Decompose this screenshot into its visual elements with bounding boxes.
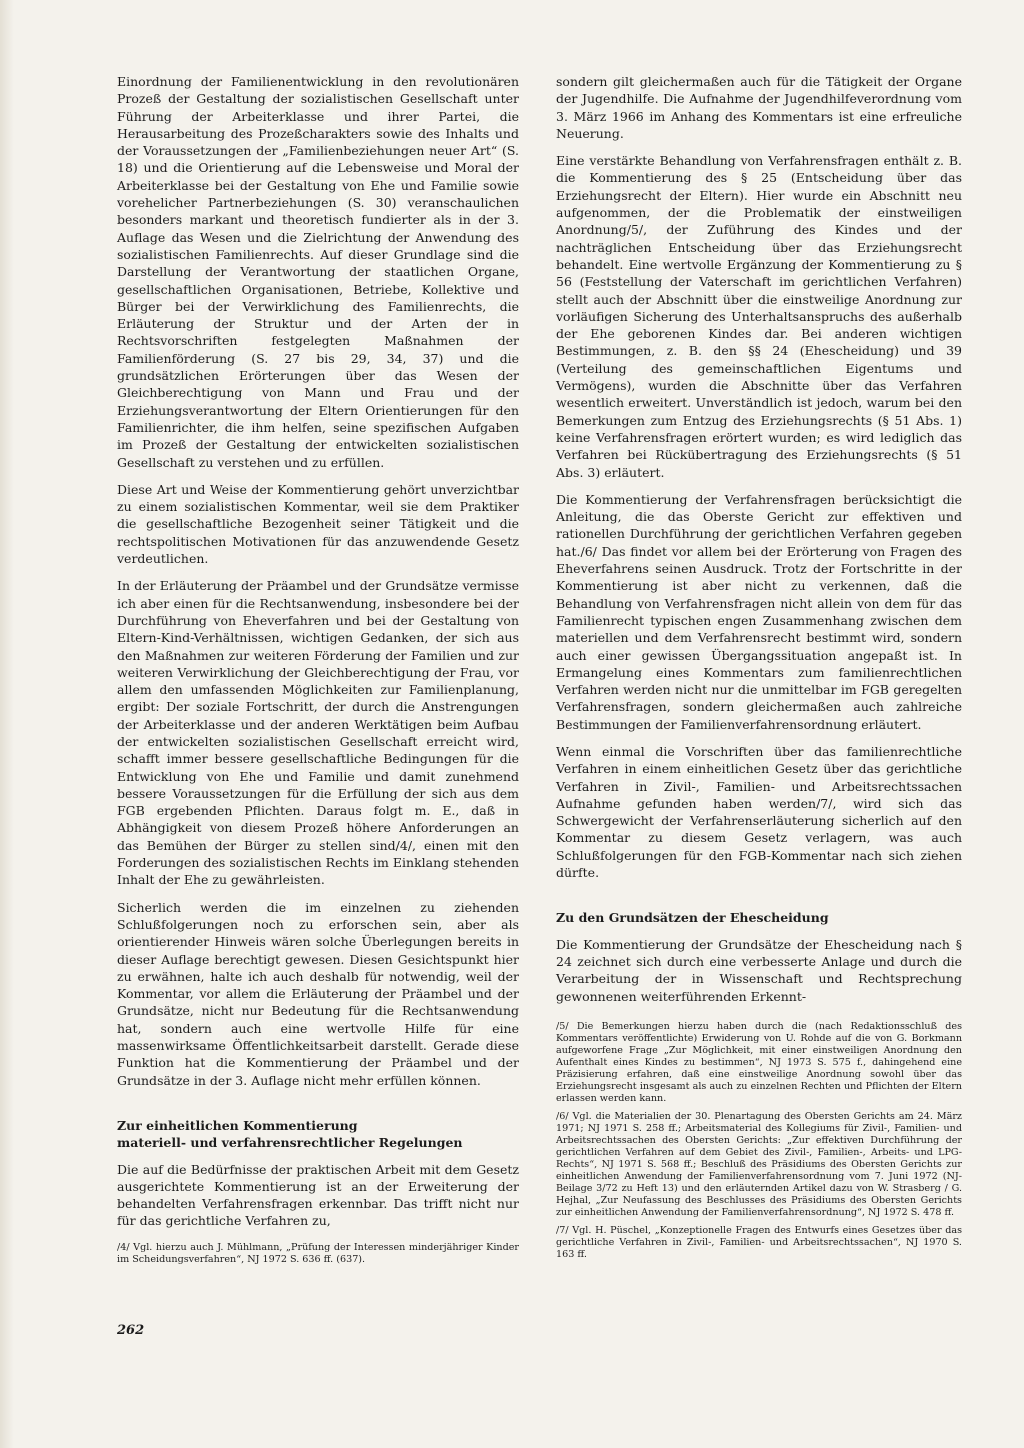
page-edge-shadow xyxy=(0,0,14,1448)
footnote-7: /7/ Vgl. H. Püschel, „Konzeptionelle Fragen des Entwurfs eines Gesetzes über das gerichtliche Verfahren in Zivil-, Familien- und Arbeitsrechtssachen“, NJ 1970 S. 163 ff. xyxy=(556,1224,962,1260)
section-heading xyxy=(117,1117,519,1152)
footnote-6: /6/ Vgl. die Materialien der 30. Plenartagung des Obersten Gerichts am 24. März 1971; NJ 1971 S. 258 ff.; Arbeitsmaterial des Kollegiums für Zivil-, Familien- und Arbeitsrechtssachen des Obersten Gerichts: „Zur effektiven Durchführung der gerichtlichen Verfahren auf dem Gebiet des Zivil-, Familien-, Arbeits- und LPG-Rechts“, NJ 1971 S. 568 ff.; Beschluß des Präsidiums des Obersten Gerichts zur einheitlichen Anwendung der Familienverfahrensordnung vom 7. Juni 1972 (NJ-Beilage 3/72 zu Heft 13) und den erläuternden Artikel dazu von W. Strasberg / G. Hejhal, „Zur Neufassung des Beschlusses des Präsidiums des Obersten Gerichts zur einheitlichen Anwendung der Familienverfahrensordnung“, NJ 1972 S. 478 ff. xyxy=(556,1110,962,1218)
paragraph: sondern gilt gleichermaßen auch für die Tätigkeit der Organe der Jugendhilfe. Die Aufnahme der Jugendhilfeverordnung vom 3. März 1966 im Anhang des Kommentars ist eine erfreuliche Neuerung. xyxy=(556,74,962,141)
paragraph: Die Kommentierung der Verfahrensfragen berücksichtigt die Anleitung, die das Oberste Gericht zur effektiven und rationellen Durchführung der gerichtlichen Verfahren gegeben hat./6/ Das findet vor allem bei der Erörterung von Fragen des Eheverfahrens seinen Ausdruck. Trotz der Fortschritte in der Kommentierung ist aber nicht zu verkennen, daß die Behandlung von Verfahrensfragen nicht allein von dem für das Familienrecht typischen engen Zusammenhang zwischen dem materiellen und dem Verfahrensrecht bestimmt wird, sondern auch einer gewissen Übergangssituation angepaßt ist. In Ermangelung eines Kommentars zum familienrechtlichen Verfahren werden nicht nur die unmittelbar im FGB geregelten Verfahrensfragen, sondern gleichermaßen auch zahlreiche Bestimmungen der Familienverfahrensordnung erläutert. xyxy=(556,491,962,732)
section-heading-line2: materiell- und verfahrensrechtlicher Regelungen xyxy=(117,1135,463,1151)
right-column xyxy=(556,73,962,1267)
left-column xyxy=(117,73,519,1272)
section-heading: Zu den Grundsätzen der Ehescheidung xyxy=(556,910,829,926)
footnote-5: /5/ Die Bemerkungen hierzu haben durch die (nach Redaktionsschluß des Kommentars veröffentlichte) Erwiderung von U. Rohde auf die von G. Borkmann aufgeworfene Frage „Zur Möglichkeit, mit einer einstweiligen Anordnung den Aufenthalt eines Kindes zu bestimmen“, NJ 1973 S. 575 f., dahingehend eine Präzisierung erfahren, daß eine einstweilige Anordnung sowohl über das Erziehungsrecht insgesamt als auch zu einzelnen Rechten und Pflichten der Eltern erlassen werden kann. xyxy=(556,1020,962,1104)
footnote-4: /4/ Vgl. hierzu auch J. Mühlmann, „Prüfung der Interessen minderjähriger Kinder im Scheidungsverfahren“, NJ 1972 S. 636 ff. (637). xyxy=(117,1241,519,1265)
page-number: 262 xyxy=(117,1323,145,1338)
paragraph: Die auf die Bedürfnisse der praktischen Arbeit mit dem Gesetz ausgerichtete Kommentierung ist an der Erweiterung der behandelten Verfahrensfragen erkennbar. Das trifft nicht nur für das gerichtliche Verfahren zu, xyxy=(117,1161,519,1229)
paragraph: Wenn einmal die Vorschriften über das familienrechtliche Verfahren in einem einheitlichen Gesetz über das gerichtliche Verfahren in Zivil-, Familien- und Arbeitsrechtssachen Aufnahme gefunden haben werden/7/, wird sich das Schwergewicht der Verfahrenserläuterung sicherlich auf den Kommentar zu diesem Gesetz verlagern, was auch Schlußfolgerungen für den FGB-Kommentar nach sich ziehen dürfte. xyxy=(556,743,962,881)
paragraph: In der Erläuterung der Präambel und der Grundsätze vermisse ich aber einen für die Rechtsanwendung, insbesondere bei der Durchführung von Eheverfahren und bei der Gestaltung von Eltern-Kind-Verhältnissen, wichtigen Gedanken, der sich aus den Maßnahmen zur weiteren Förderung der Familien und zur weiteren Verwirklichung der Gleichberechtigung der Frau, vor allem den umfassenden Möglichkeiten zur Familienplanung, ergibt: Der soziale Fortschritt, der durch die Anstrengungen der Arbeiterklasse und der anderen Werktätigen beim Aufbau der entwickelten sozialistischen Gesellschaft erreicht wird, schafft immer bessere gesellschaftliche Bedingungen für die Entwicklung von Ehe und Familie und damit zunehmend bessere Voraussetzungen für die Erfüllung der sich aus dem FGB ergebenden Pflichten. Daraus folgt m. E., daß in Abhängigkeit von diesem Prozeß höhere Anforderungen an das Bemühen der Bürger zu stellen sind/4/, einen mit den Forderungen des sozialistischen Rechts im Einklang stehenden Inhalt der Ehe zu gewährleisten. xyxy=(117,578,519,888)
paragraph: Diese Art und Weise der Kommentierung gehört unverzichtbar zu einem sozialistischen Kommentar, weil sie dem Praktiker die gesellschaftliche Bezogenheit seiner Tätigkeit und die rechtspolitischen Motivationen für das anzuwendende Gesetz verdeutlichen. xyxy=(117,481,519,567)
section-heading-line1: Zur einheitlichen Kommentierung xyxy=(117,1117,358,1133)
paragraph: Einordnung der Familienentwicklung in den revolutionären Prozeß der Gestaltung der sozialistischen Gesellschaft unter Führung der Arbeiterklasse und ihrer Partei, die Herausarbeitung des Prozeßcharakters sowie des Inhalts und der Voraussetzungen der „Familienbeziehungen neuer Art“ (S. 18) und die Orientierung auf die Lebensweise und Moral der Arbeiterklasse bei der Gestaltung von Ehe und Familie sowie vorehelicher Partnerbeziehungen (S. 30) veranschaulichen besonders markant und theoretisch fundierter als in der 3. Auflage das Wesen und die Zielrichtung der Anwendung des sozialistischen Familienrechts. Auf dieser Grundlage sind die Darstellung der Verantwortung der staatlichen Organe, gesellschaftlichen Organisationen, Betriebe, Kollektive und Bürger bei der Verwirklichung des Familienrechts, die Erläuterung der Struktur und der Arten der in Rechtsvorschriften festgelegten Maßnahmen der Familienförderung (S. 27 bis 29, 34, 37) und die grundsätzlichen Erörterungen über das Wesen der Gleichberechtigung von Mann und Frau und der Erziehungsverantwortung der Eltern Orientierungen für den Familienrichter, die ihm helfen, seine spezifischen Aufgaben im Prozeß der Gestaltung der entwickelten sozialistischen Gesellschaft zu verstehen und zu erfüllen. xyxy=(117,74,519,470)
paragraph: Die Kommentierung der Grundsätze der Ehescheidung nach § 24 zeichnet sich durch eine verbesserte Anlage und durch die Verarbeitung der in Wissenschaft und Rechtsprechung gewonnenen weiterführenden Erkennt- xyxy=(556,936,962,1004)
paragraph: Sicherlich werden die im einzelnen zu ziehenden Schlußfolgerungen noch zu erforschen sein, aber als orientierender Hinweis wären solche Überlegungen bereits in dieser Auflage berechtigt gewesen. Diesen Gesichtspunkt hier zu erwähnen, halte ich auch deshalb für notwendig, weil der Kommentar, vor allem die Erläuterung der Präambel und der Grundsätze, nicht nur Bedeutung für die Rechtsanwendung hat, sondern auch eine wertvolle Hilfe für eine massenwirksame Öffentlichkeitsarbeit darstellt. Gerade diese Funktion hat die Kommentierung der Präambel und der Grundsätze in der 3. Auflage nicht mehr erfüllen können. xyxy=(117,899,519,1088)
paragraph: Eine verstärkte Behandlung von Verfahrensfragen enthält z. B. die Kommentierung des § 25 (Entscheidung über das Erziehungsrecht der Eltern). Hier wurde ein Abschnitt neu aufgenommen, der die Problematik der einstweiligen Anordnung/5/, der Zuführung des Kindes und der nachträglichen Entscheidung über das Erziehungsrecht behandelt. Eine wertvolle Ergänzung der Kommentierung zu § 56 (Feststellung der Vaterschaft im gerichtlichen Verfahren) stellt auch der Abschnitt über die einstweilige Anordnung zur vorläufigen Sicherung des Unterhaltsanspruchs des außerhalb der Ehe geborenen Kindes dar. Bei anderen wichtigen Bestimmungen, z. B. den §§ 24 (Ehescheidung) und 39 (Verteilung des gemeinschaftlichen Eigentums und Vermögens), wurden die Abschnitte über das Verfahren wesentlich erweitert. Unverständlich ist jedoch, warum bei den Bemerkungen zum Entzug des Erziehungsrechts (§ 51 Abs. 1) keine Verfahrensfragen erörtert wurden; es wird lediglich das Verfahren bei Rückübertragung des Erziehungsrechts (§ 51 Abs. 3) erläutert. xyxy=(556,153,962,480)
